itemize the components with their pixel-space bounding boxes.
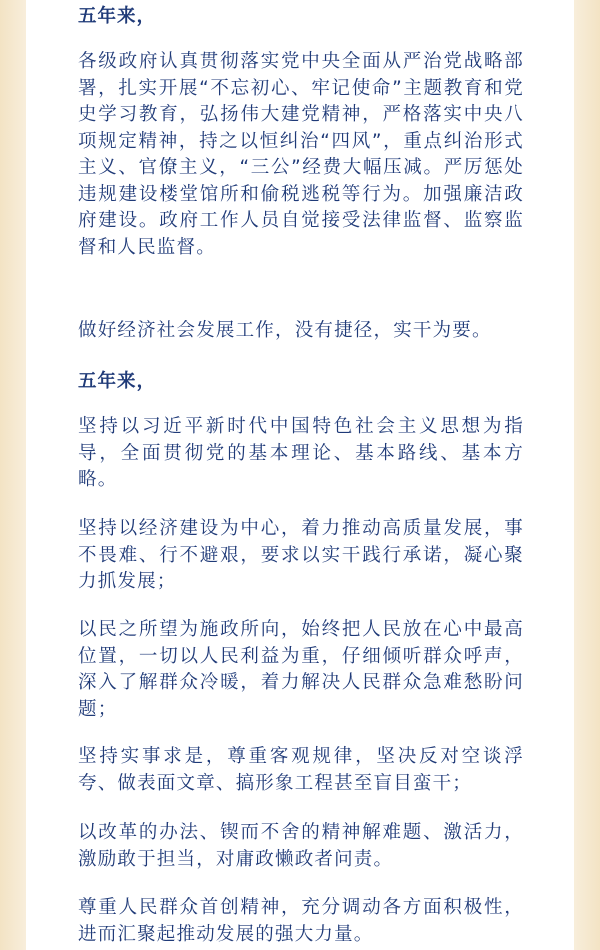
section-heading-2: 五年来， [78, 371, 157, 392]
right-margin-decoration [574, 0, 600, 950]
paragraph-5: 以民之所望为施政所向，始终把人民放在心中最高位置，一切以人民利益为重，仔细倾听群众呼声，深入了解群众冷暖，着力解决人民群众急难愁盼问题； [78, 619, 524, 720]
paragraph-1: 各级政府认真贯彻落实党中央全面从严治党战略部署，扎实开展“不忘初心、牢记使命”主题教育和党史学习教育，弘扬伟大建党精神，严格落实中央八项规定精神，持之以恒纠治“四风”，重点纠治形式主义、官僚主义，“三公”经费大幅压减。严厉惩处违规建设楼堂馆所和偷税逃税等行为。加强廉洁政府建设。政府工作人员自觉接受法律监督、监察监督和人民监督。 [78, 51, 524, 258]
paragraph-7: 以改革的办法、锲而不舍的精神解难题、激活力，激励敢于担当，对庸政懒政者问责。 [78, 822, 524, 870]
paragraph-6: 坚持实事求是，尊重客观规律，坚决反对空谈浮夸、做表面文章、搞形象工程甚至盲目蛮干； [78, 746, 524, 794]
paragraph-2: 做好经济社会发展工作，没有捷径，实干为要。 [78, 320, 492, 341]
paragraph-8: 尊重人民群众首创精神，充分调动各方面积极性，进而汇聚起推动发展的强大力量。 [78, 897, 524, 945]
section-heading-1: 五年来， [78, 6, 157, 27]
paragraph-3: 坚持以习近平新时代中国特色社会主义思想为指导，全面贯彻党的基本理论、基本路线、基本方略。 [78, 416, 524, 490]
paragraph-4: 坚持以经济建设为中心，着力推动高质量发展，事不畏难、行不避艰，要求以实干践行承诺，凝心聚力抓发展； [78, 518, 524, 592]
left-margin-decoration [0, 0, 26, 950]
